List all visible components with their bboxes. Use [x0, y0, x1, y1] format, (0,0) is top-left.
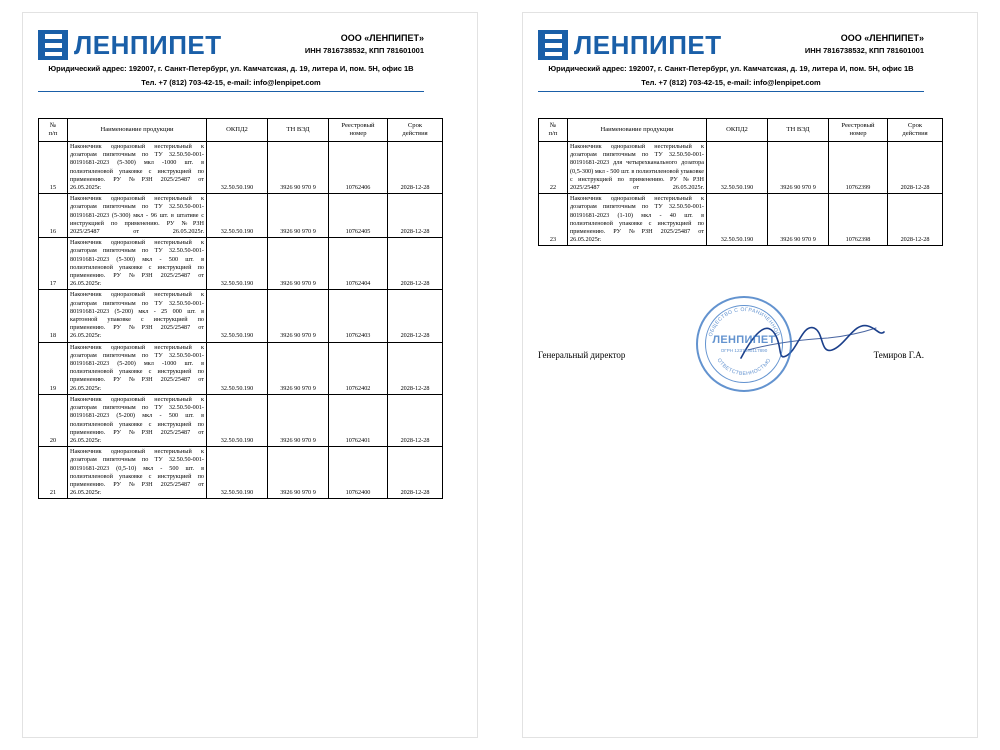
cell-num: 18	[39, 290, 68, 342]
cell-date: 2028-12-28	[888, 194, 943, 246]
cell-reg: 10762401	[329, 394, 388, 446]
cell-name: Наконечник одноразовый нестерильный к дозаторам пипеточным по ТУ 32.50.50-001-80191681-2023 для четырехканального дозатора (0,5-300) мкл - 500 шт. в полиэтиленовой упаковке с инструкцией по применению. РУ №РЗН 2025/25487 от 26.05.2025г.	[568, 142, 707, 194]
table-row	[39, 342, 443, 394]
cell-name: Наконечник одноразовый нестерильный к дозаторам пипеточным по ТУ 32.50.50-001-80191681-2023 (5-300) мкл - 500 шт. в полиэтиленовой упаковке с инструкцией по применению. РУ №РЗН 2025/25487 от 26.05.2025г.	[68, 238, 207, 290]
cell-reg: 10762403	[329, 290, 388, 342]
cell-tnved: 3926 90 970 9	[768, 194, 829, 246]
logo-wordmark: ЛЕНПИПЕТ	[574, 30, 722, 60]
stamp-ring-bottom-text: ОТВЕТСТВЕННОСТЬЮ	[715, 357, 773, 378]
cell-num: 22	[539, 142, 568, 194]
col-header-tnved: ТН ВЭД	[768, 119, 829, 142]
cell-tnved: 3926 90 970 9	[268, 342, 329, 394]
company-contacts: Тел. +7 (812) 703-42-15, e-mail: info@lenpipet.com	[641, 78, 821, 87]
signatory-title: Генеральный директор	[538, 350, 626, 360]
col-header-date: Срок действия	[888, 119, 943, 142]
company-address: Юридический адрес: 192007, г. Санкт-Петербург, ул. Камчатская, д. 19, литера И, пом. 5Н, офис 1В	[48, 64, 414, 73]
col-header-num: № п/п	[39, 119, 68, 142]
cell-num: 21	[39, 447, 68, 499]
cell-num: 15	[39, 142, 68, 194]
cell-okpd: 32.50.50.190	[207, 142, 268, 194]
stamp-center-text: ЛЕНПИПЕТ	[712, 334, 776, 346]
col-header-tnved: ТН ВЭД	[268, 119, 329, 142]
cell-reg: 10762399	[829, 142, 888, 194]
cell-reg: 10762400	[329, 447, 388, 499]
cell-okpd: 32.50.50.190	[707, 194, 768, 246]
table-row	[39, 238, 443, 290]
cell-num: 23	[539, 194, 568, 246]
lenpipet-logo-icon	[538, 30, 568, 60]
cell-okpd: 32.50.50.190	[707, 142, 768, 194]
col-header-num: № п/п	[539, 119, 568, 142]
stamp-ring-top-text: ОБЩЕСТВО С ОГРАНИЧЕННОЙ	[707, 306, 781, 338]
company-identity-block	[305, 30, 424, 56]
cell-okpd: 32.50.50.190	[207, 290, 268, 342]
table-row	[39, 394, 443, 446]
company-name: ООО «ЛЕНПИПЕТ»	[840, 33, 924, 43]
table-row	[39, 447, 443, 499]
company-address: Юридический адрес: 192007, г. Санкт-Петербург, ул. Камчатская, д. 19, литера И, пом. 5Н, офис 1В	[548, 64, 914, 73]
cell-reg: 10762398	[829, 194, 888, 246]
cell-name: Наконечник одноразовый нестерильный к дозаторам пипеточным по ТУ 32.50.50-001-80191681-2023 (5-200) мкл -1000 шт. в полиэтиленовой упаковке с инструкцией по применению. РУ №РЗН 2025/25487 от 26.05.2025г.	[68, 342, 207, 394]
document-page-right	[500, 0, 1000, 750]
company-name: ООО «ЛЕНПИПЕТ»	[340, 33, 424, 43]
table-header-row	[539, 119, 943, 142]
cell-okpd: 32.50.50.190	[207, 447, 268, 499]
cell-date: 2028-12-28	[388, 447, 443, 499]
col-header-date: Срок действия	[388, 119, 443, 142]
cell-name: Наконечник одноразовый нестерильный к дозаторам пипеточным по ТУ 32.50.50-001-80191681-2023 (5-200) мкл - 25 000 шт. в картонной упаковке с инструкцией по применению. РУ №РЗН 2025/25487 от 26.05.2025г.	[68, 290, 207, 342]
col-header-name: Наименование продукции	[568, 119, 707, 142]
stamp-ogrn-text: ОГРН 1237800117890	[720, 348, 768, 353]
cell-date: 2028-12-28	[388, 194, 443, 238]
company-inn-kpp: ИНН 7816738532, КПП 781601001	[304, 46, 424, 55]
header-divider	[38, 91, 424, 92]
cell-num: 20	[39, 394, 68, 446]
cell-tnved: 3926 90 970 9	[268, 194, 329, 238]
lenpipet-logo-icon	[38, 30, 68, 60]
col-header-reg: Реестровый номер	[829, 119, 888, 142]
letterhead-right	[538, 30, 924, 92]
cell-name: Наконечник одноразовый нестерильный к дозаторам пипеточным по ТУ 32.50.50-001-80191681-2023 (0,5-10) мкл - 500 шт. в полиэтиленовой упаковке с инструкцией по применению. РУ №РЗН 2025/25487 от 26.05.2025г.	[68, 447, 207, 499]
product-table-left	[38, 118, 443, 499]
cell-reg: 10762402	[329, 342, 388, 394]
cell-tnved: 3926 90 970 9	[268, 447, 329, 499]
company-identity-block	[805, 30, 924, 56]
cell-reg: 10762404	[329, 238, 388, 290]
company-contacts: Тел. +7 (812) 703-42-15, e-mail: info@lenpipet.com	[141, 78, 321, 87]
logo-wordmark: ЛЕНПИПЕТ	[74, 30, 222, 60]
cell-reg: 10762406	[329, 142, 388, 194]
cell-date: 2028-12-28	[888, 142, 943, 194]
cell-tnved: 3926 90 970 9	[268, 142, 329, 194]
signatory-name: Темиров Г.А.	[873, 350, 924, 360]
table-row	[539, 194, 943, 246]
cell-date: 2028-12-28	[388, 290, 443, 342]
cell-num: 17	[39, 238, 68, 290]
cell-num: 19	[39, 342, 68, 394]
cell-okpd: 32.50.50.190	[207, 342, 268, 394]
product-table-right	[538, 118, 943, 246]
cell-reg: 10762405	[329, 194, 388, 238]
signature-row	[538, 350, 924, 360]
company-logo	[538, 30, 722, 60]
cell-date: 2028-12-28	[388, 238, 443, 290]
cell-tnved: 3926 90 970 9	[268, 238, 329, 290]
company-inn-kpp: ИНН 7816738532, КПП 781601001	[804, 46, 924, 55]
col-header-okpd: ОКПД2	[207, 119, 268, 142]
cell-date: 2028-12-28	[388, 142, 443, 194]
header-divider	[538, 91, 924, 92]
cell-okpd: 32.50.50.190	[207, 194, 268, 238]
cell-tnved: 3926 90 970 9	[268, 290, 329, 342]
table-row	[39, 290, 443, 342]
cell-okpd: 32.50.50.190	[207, 394, 268, 446]
cell-tnved: 3926 90 970 9	[768, 142, 829, 194]
col-header-okpd: ОКПД2	[707, 119, 768, 142]
company-logo	[38, 30, 222, 60]
table-row	[539, 142, 943, 194]
col-header-name: Наименование продукции	[68, 119, 207, 142]
cell-num: 16	[39, 194, 68, 238]
cell-date: 2028-12-28	[388, 394, 443, 446]
table-row	[39, 194, 443, 238]
cell-name: Наконечник одноразовый нестерильный к дозаторам пипеточным по ТУ 32.50.50-001-80191681-2023 (1-10) мкл - 40 шт. в полиэтиленовой упаковке с инструкцией по применению. РУ №РЗН 2025/25487 от 26.05.2025г.	[568, 194, 707, 246]
cell-okpd: 32.50.50.190	[207, 238, 268, 290]
cell-name: Наконечник одноразовый нестерильный к дозаторам пипеточным по ТУ 32.50.50-001-80191681-2023 (5-300) мкл - 96 шт. в штативе с инструкцией по применению. РУ №РЗН 2025/25487 от 26.05.2025г.	[68, 194, 207, 238]
cell-date: 2028-12-28	[388, 342, 443, 394]
table-header-row	[39, 119, 443, 142]
cell-name: Наконечник одноразовый нестерильный к дозаторам пипеточным по ТУ 32.50.50-001-80191681-2023 (5-200) мкл - 500 шт. в полиэтиленовой упаковке с инструкцией по применению. РУ №РЗН 2025/25487 от 26.05.2025г.	[68, 394, 207, 446]
table-row	[39, 142, 443, 194]
col-header-reg: Реестровый номер	[329, 119, 388, 142]
cell-name: Наконечник одноразовый нестерильный к дозаторам пипеточным по ТУ 32.50.50-001-80191681-2023 (5-300) мкл -1000 шт. в полиэтиленовой упаковке с инструкцией по применению. РУ №РЗН 2025/25487 от 26.05.2025г.	[68, 142, 207, 194]
cell-tnved: 3926 90 970 9	[268, 394, 329, 446]
letterhead-left	[38, 30, 424, 92]
